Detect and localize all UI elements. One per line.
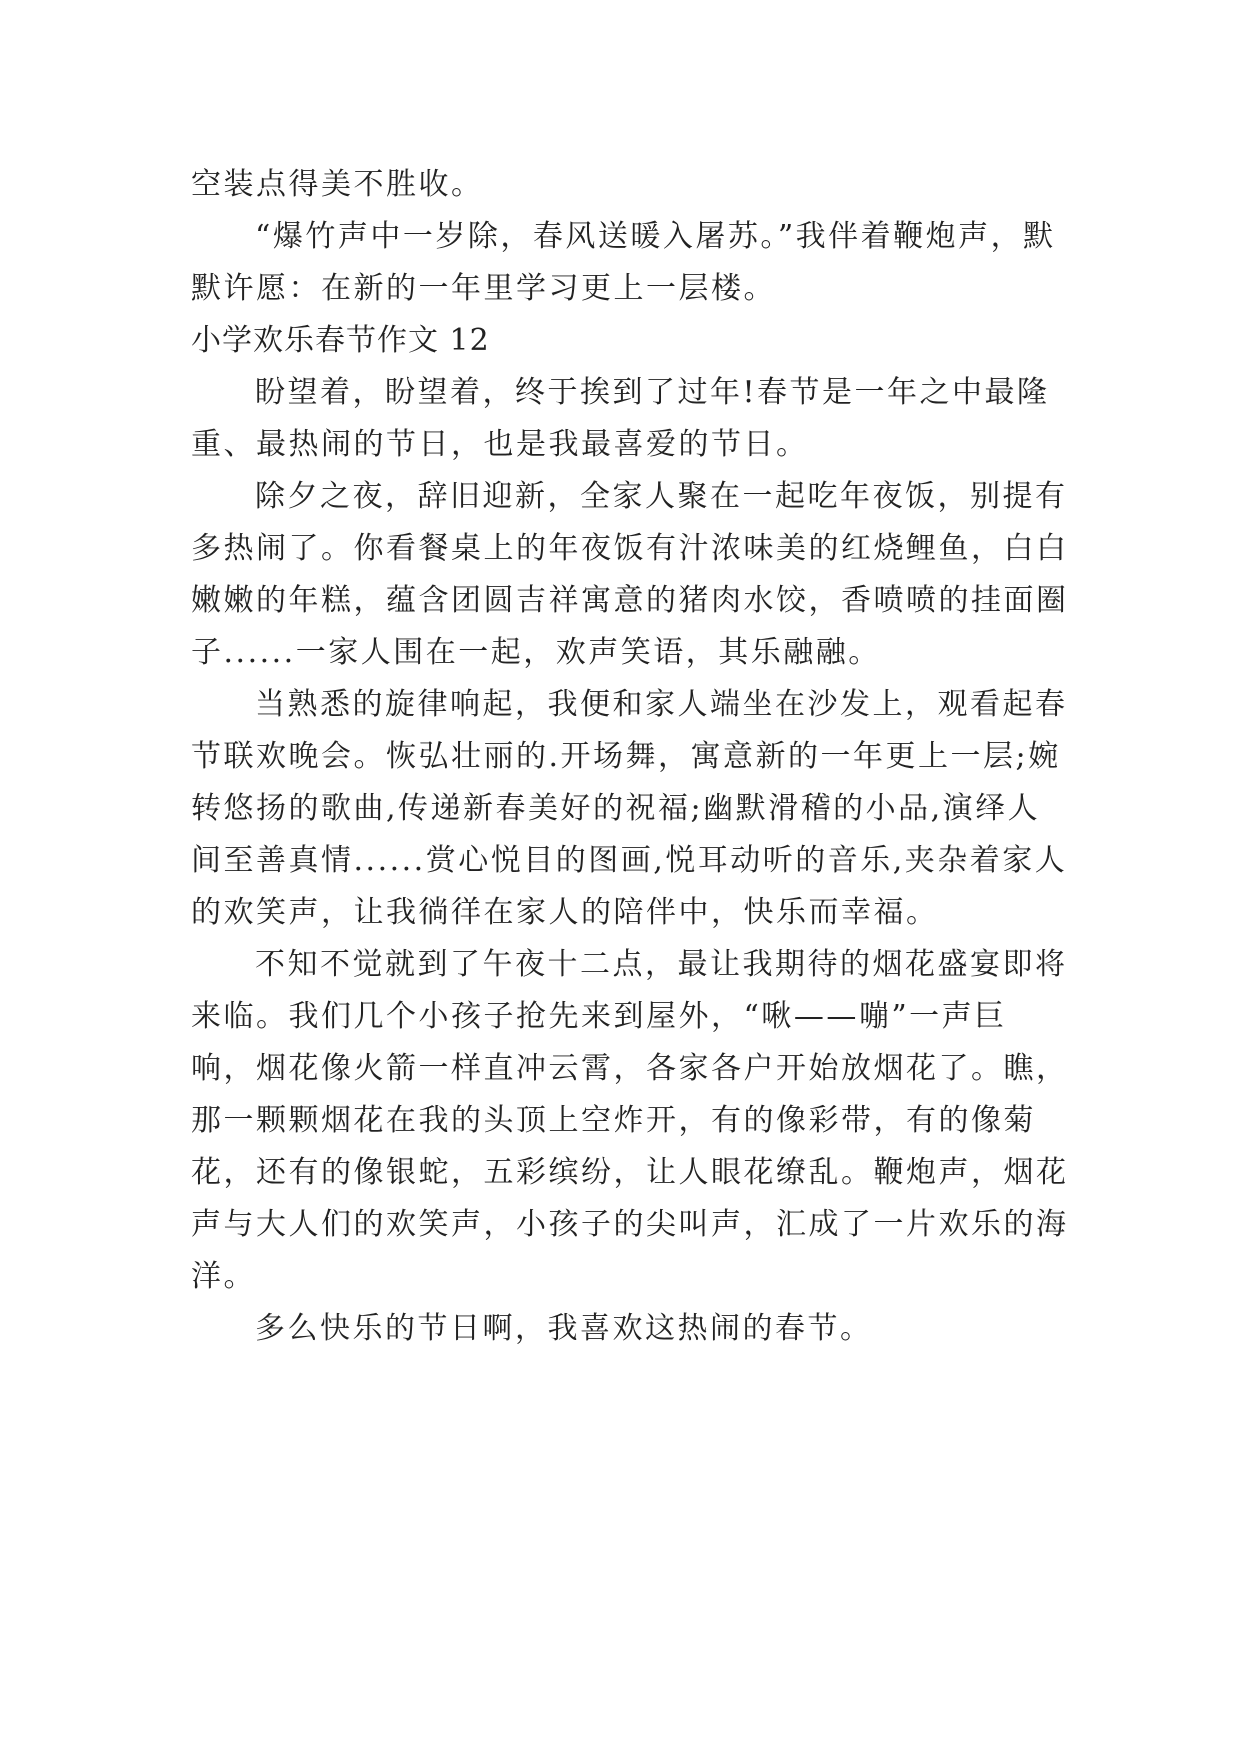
essay-heading: 小学欢乐春节作文 12 xyxy=(191,323,490,358)
essay-paragraph-1: 盼望着，盼望着，终于挨到了过年!春节是一年之中最隆重、最热闹的节日，也是我最喜爱的节日。 xyxy=(191,375,1050,462)
paragraph-continuation: 空装点得美不胜收。 xyxy=(191,167,484,202)
essay-paragraph-2: 除夕之夜，辞旧迎新，全家人聚在一起吃年夜饭，别提有多热闹了。你看餐桌上的年夜饭有汁浓味美的红烧鲤鱼，白白嫩嫩的年糕，蕴含团圆吉祥寓意的猪肉水饺，香喷喷的挂面圈子......一家人围在一起，欢声笑语，其乐融融。 xyxy=(191,479,1069,670)
essay-paragraph-5: 多么快乐的节日啊，我喜欢这热闹的春节。 xyxy=(255,1311,873,1346)
essay-paragraph-3: 当熟悉的旋律响起，我便和家人端坐在沙发上，观看起春节联欢晚会。恢弘壮丽的.开场舞，寓意新的一年更上一层;婉转悠扬的歌曲,传递新春美好的祝福;幽默滑稽的小品,演绎人间至善真情......赏心悦目的图画,悦耳动听的音乐,夹杂着家人的欢笑声，让我徜徉在家人的陪伴中，快乐而幸福。 xyxy=(191,687,1068,930)
document-body xyxy=(191,159,1071,1355)
paragraph-firecracker-poem: “爆竹声中一岁除，春风送暖入屠苏。”我伴着鞭炮声，默默许愿：在新的一年里学习更上一层楼。 xyxy=(191,219,1056,306)
essay-paragraph-4: 不知不觉就到了午夜十二点，最让我期待的烟花盛宴即将来临。我们几个小孩子抢先来到屋外，“啾——嘣”一声巨响，烟花像火箭一样直冲云霄，各家各户开始放烟花了。瞧，那一颗颗烟花在我的头顶上空炸开，有的像彩带，有的像菊花，还有的像银蛇，五彩缤纷，让人眼花缭乱。鞭炮声，烟花声与大人们的欢笑声，小孩子的尖叫声，汇成了一片欢乐的海洋。 xyxy=(191,947,1069,1294)
